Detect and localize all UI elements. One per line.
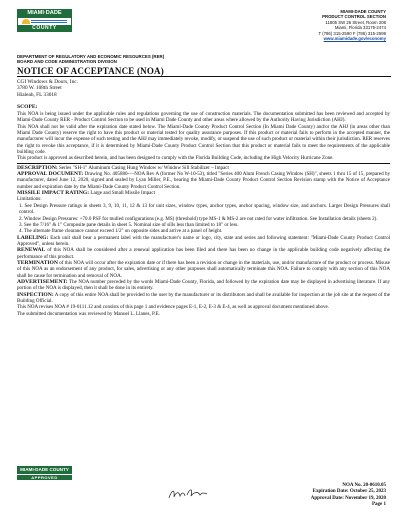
logo-top-text: MIAMI·DADE [17, 9, 72, 18]
termination-section [17, 260, 390, 279]
limitation-item: 4. The alternate frame clearance cannot exceed 1/2" on opposite sides and arrive at a panel of height. [19, 228, 223, 235]
advertisement-label: ADVERTISEMENT: [17, 278, 68, 285]
department-line2: BOARD AND CODE ADMINISTRATION DIVISION [17, 59, 117, 65]
header-addr1: 11805 SW 26 Street, Room 208 [325, 19, 386, 25]
seal-top-text: MIAMI-DADE COUNTY [17, 466, 72, 474]
header-phone: T (786) 315-2590 F (786) 315-2599 [318, 30, 386, 36]
company-address [17, 79, 78, 98]
noa-footer [311, 483, 386, 509]
inspection-text: A copy of this entire NOA shall be provided to the user by the manufacturer or its distributors and shall be available for inspection at the job site at the request of the Building Official. [17, 291, 390, 304]
scope-divider [17, 163, 390, 164]
department-name [17, 54, 164, 65]
wave-icon [31, 20, 67, 23]
logo-emblem [17, 18, 72, 25]
limitations-heading: Limitations: [17, 196, 42, 203]
header-contact [318, 9, 386, 41]
header-office: PRODUCT CONTROL SECTION [322, 14, 386, 20]
renewal-text: of this NOA shall be considered after a renewal application has been filed and there has been no change in the applicable building code negatively affecting the performance of this product. [17, 247, 390, 260]
labeling-text: Each unit shall bear a permanent label with the manufacturer's name or logo, city, state and series and following statement: "Miami-Dade County Product Control Approved", unless herein. [17, 234, 390, 247]
limitation-item: 2. Window Design Pressures: +70.0 PSF for mulled configurations (e.g. MS) (threshold) type MS-1 & MS-2 are not rated for water infiltration. See Installation details (sheets 2). [19, 215, 378, 222]
labeling-section [17, 235, 390, 248]
header-dept: MIAMI-DADE COUNTY [340, 9, 386, 14]
header-addr2: Miami, Florida 33175-2474 [334, 25, 386, 31]
renewal-label: RENEWAL [17, 247, 46, 254]
notice-body [17, 111, 390, 317]
approved-seal [17, 466, 72, 481]
revises-note: This NOA revises NOA # 19-0111.12 and consists of this page 1 and evidence pages E-1, E-2, E-3 & E-4, as well as approval document mentioned above. [17, 304, 330, 311]
limitation-item: 1. See Design Pressure ratings in sheets 3, 9, 10, 11, 12 & 13 for unit sizes, window types, anchor types, anchor spacing, window size, and anchors. Larger Design Pressures shall control. [19, 202, 390, 216]
title-divider [17, 76, 391, 77]
expiration-date: Expiration Date: October 25, 2023 [312, 489, 386, 495]
miami-dade-logo [17, 9, 72, 44]
page-title: NOTICE OF ACCEPTANCE (NOA) [17, 66, 164, 76]
termination-label: TERMINATION [17, 259, 58, 266]
scope-paragraph-2: This NOA shall not be valid after the expiration date stated below. The Miami-Dade County Product Control Section (In Miami Dade County) and/or the AHJ (in areas other than Miami Dade County) reserve the right to have this product or material tested for quality assurance purposes. If this product or material fails to perform in the accepted manner, the manufacturer will incur the expense of such testing and the AHJ may immediately revoke, modify, or suspend the use of such product or material within their jurisdiction. RER reserves the right to revoke this acceptance, if it is determined by Miami-Dade County Product Control Section that this product or material fails to meet the requirements of the applicable building code. [17, 123, 390, 156]
inspection-label: INSPECTION: [17, 291, 54, 298]
termination-text: of this NOA will occur after the expiration date or if there has been a revision or change in the materials, use, and/or manufacture of the product or process. Misuse of this NOA as an endorsement of any product, for sales, advertising or any other purposes shall automatically terminate this NOA. Failure to comply with any section of this NOA shall be cause for termination and removal of NOA. [17, 259, 390, 279]
description-text: Series "SH-1" Aluminum Casing Hung Window w/ Window Sill Stabilizer – Impact [57, 164, 229, 171]
inspection-section [17, 292, 390, 305]
company-street: 3780 W. 108th Street [17, 85, 62, 92]
scope-heading: SCOPE: [17, 104, 38, 110]
advertisement-text: The NOA number preceded by the words Miami-Dade County, Florida, and followed by the expiration date may be displayed in advertising literature. If any portion of the NOA is displayed, then it shall be done in its entirety. [17, 278, 390, 292]
missile-text: Large and Small Missile Impact [89, 190, 156, 197]
approval-label: APPROVAL DOCUMENT: [17, 171, 84, 178]
company-city: Hialeah, FL 33018 [17, 91, 57, 98]
limitation-item: 3. See the 7/16" & 1" Composite pane details in sheet 5. Nominal size of sills less than limited to 18" or less. [19, 221, 239, 228]
logo-bottom-text: COUNTY [17, 25, 72, 32]
renewal-section [17, 247, 390, 260]
description-label: DESCRIPTION: [17, 164, 58, 171]
scope-paragraph-1: This NOA is being issued under the applicable rules and regulations governing the use of construction materials. The documentation submitted has been reviewed and accepted by Miami-Dade County RER - Product Control Section to be used in Miami Dade County and other areas where allowed by the Authority Having Jurisdiction (AHJ). [17, 111, 390, 124]
sun-icon [22, 19, 30, 24]
submitted-note: The submitted documentation was reviewed by Manuel L. Llanes, P.E. [17, 310, 160, 317]
signature-icon [167, 486, 209, 502]
approval-date: Approval Date: November 19, 2020 [310, 495, 386, 501]
labeling-label: LABELING: [17, 234, 49, 241]
seal-bottom-text: APPROVED [17, 474, 72, 480]
limitations-list [19, 203, 390, 235]
approval-section [17, 171, 390, 190]
missile-label: MISSILE IMPACT RATING: [17, 190, 90, 197]
header-website-link[interactable]: www.miamidade.gov/economy [323, 36, 386, 42]
approval-text: Drawing No. 405880-—NOA Rev A (former No W-10-53), titled "Series 400 Alum French Casing Window (SH)", sheets 1 thru 15 of 15, prepared by manufacturer, dated June 12, 2020, signed and sealed by Lyan Miller, P.E., bearing the Miami-Dade County Product Control Section Revision stamp with the Notice of Acceptance number and expiration date by the Miami-Dade County Product Control Section. [17, 171, 390, 190]
department-line1: DEPARTMENT OF REGULATORY AND ECONOMIC RESOURCES (RER) [17, 54, 165, 59]
advertisement-section [17, 279, 390, 292]
company-name: CGI Windows & Doors, Inc. [17, 79, 78, 85]
scope-paragraph-3: This product is approved as described herein, and has been designed to comply with the Florida Building Code, including the High Velocity Hurricane Zone. [17, 155, 334, 162]
page-number: Page 1 [371, 502, 386, 508]
noa-number: NOA No. 20-0610.05 [342, 483, 386, 488]
